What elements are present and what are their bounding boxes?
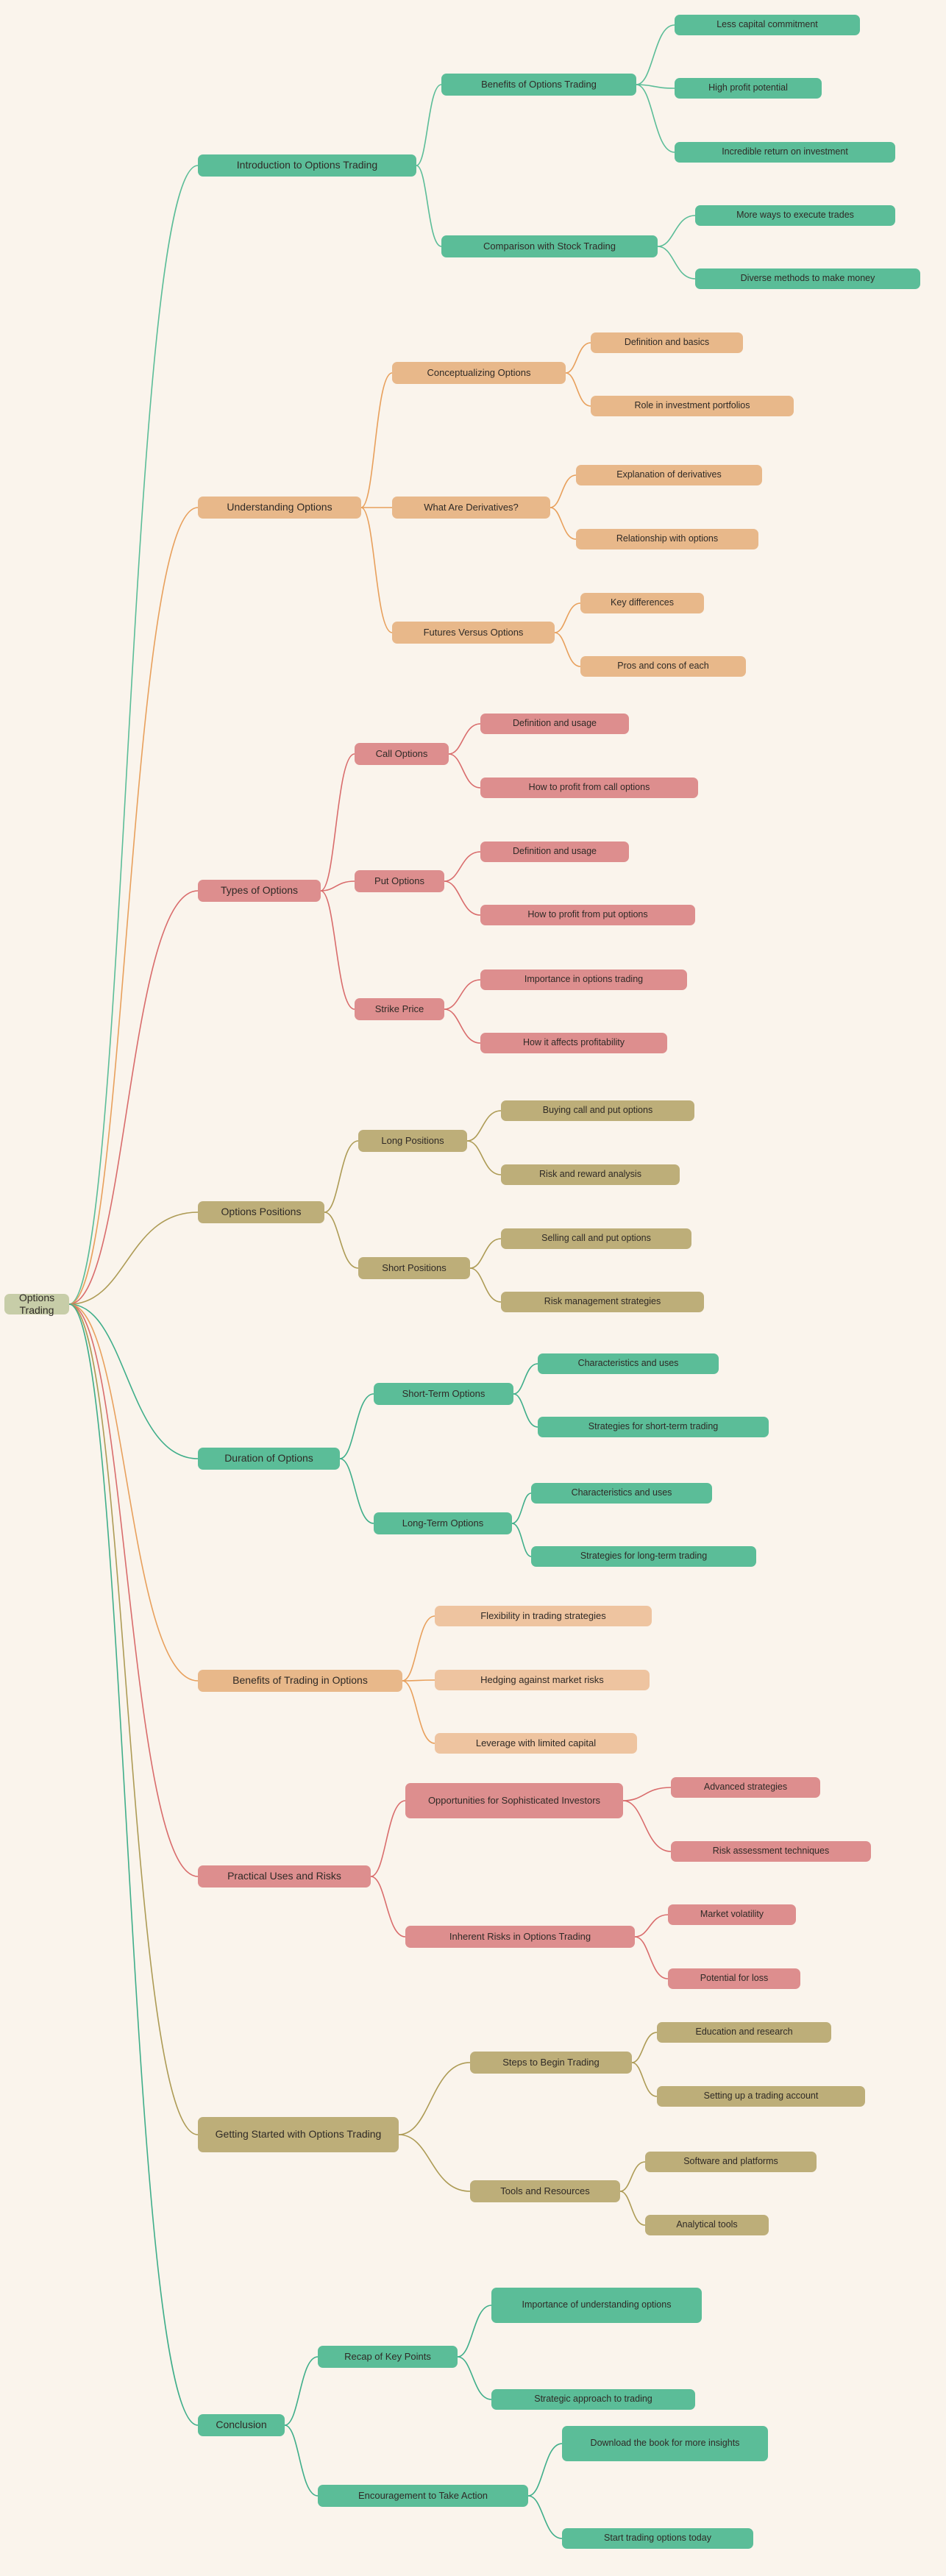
mindmap-node-n2a[interactable]: Conceptualizing Options: [392, 362, 566, 384]
mindmap-node-n2c1[interactable]: Key differences: [580, 593, 704, 613]
mindmap-node-n9b2[interactable]: Start trading options today: [562, 2528, 753, 2549]
mindmap-node-n1b[interactable]: Comparison with Stock Trading: [441, 235, 658, 257]
mindmap-node-n1b2[interactable]: Diverse methods to make money: [695, 268, 920, 289]
mindmap-node-n9[interactable]: Conclusion: [198, 2414, 285, 2436]
mindmap-node-n7[interactable]: Practical Uses and Risks: [198, 1865, 371, 1887]
mindmap-node-n9a2[interactable]: Strategic approach to trading: [491, 2389, 695, 2410]
mindmap-node-n1[interactable]: Introduction to Options Trading: [198, 154, 416, 177]
mindmap-node-n4a[interactable]: Long Positions: [358, 1130, 467, 1152]
mindmap-node-n3a2[interactable]: How to profit from call options: [480, 778, 698, 798]
mindmap-node-n4b2[interactable]: Risk management strategies: [501, 1292, 704, 1312]
mindmap-root-node[interactable]: Options Trading: [4, 1294, 69, 1314]
mindmap-node-n8b1[interactable]: Software and platforms: [645, 2152, 817, 2172]
mindmap-node-n8[interactable]: Getting Started with Options Trading: [198, 2117, 399, 2152]
mindmap-node-n4b1[interactable]: Selling call and put options: [501, 1228, 691, 1249]
mindmap-node-n4a2[interactable]: Risk and reward analysis: [501, 1164, 680, 1185]
mindmap-node-n7b1[interactable]: Market volatility: [668, 1904, 796, 1925]
mindmap-node-n2b1[interactable]: Explanation of derivatives: [576, 465, 762, 485]
mindmap-node-n5b[interactable]: Long-Term Options: [374, 1512, 512, 1534]
mindmap-node-n3[interactable]: Types of Options: [198, 880, 321, 902]
mindmap-node-n7b2[interactable]: Potential for loss: [668, 1968, 800, 1989]
mindmap-node-n5b1[interactable]: Characteristics and uses: [531, 1483, 712, 1504]
mindmap-node-n2c[interactable]: Futures Versus Options: [392, 622, 555, 644]
mindmap-node-n4a1[interactable]: Buying call and put options: [501, 1100, 694, 1121]
mindmap-node-n3c1[interactable]: Importance in options trading: [480, 969, 687, 990]
mindmap-node-n6a[interactable]: Flexibility in trading strategies: [435, 1606, 652, 1626]
mindmap-node-n3a[interactable]: Call Options: [355, 743, 449, 765]
mindmap-node-n9b[interactable]: Encouragement to Take Action: [318, 2485, 528, 2507]
mindmap-node-n2c2[interactable]: Pros and cons of each: [580, 656, 746, 677]
mindmap-node-n1b1[interactable]: More ways to execute trades: [695, 205, 895, 226]
mindmap-node-n9a[interactable]: Recap of Key Points: [318, 2346, 458, 2368]
mindmap-node-n3b[interactable]: Put Options: [355, 870, 444, 892]
mindmap-node-n8a2[interactable]: Setting up a trading account: [657, 2086, 865, 2107]
mindmap-node-n7a2[interactable]: Risk assessment techniques: [671, 1841, 871, 1862]
mindmap-node-n4b[interactable]: Short Positions: [358, 1257, 470, 1279]
mindmap-node-n2b[interactable]: What Are Derivatives?: [392, 497, 550, 519]
mindmap-node-n8a1[interactable]: Education and research: [657, 2022, 831, 2043]
mindmap-node-n3b1[interactable]: Definition and usage: [480, 842, 629, 862]
mindmap-node-n2[interactable]: Understanding Options: [198, 497, 361, 519]
mindmap-node-n3b2[interactable]: How to profit from put options: [480, 905, 695, 925]
mindmap-node-n6b[interactable]: Hedging against market risks: [435, 1670, 650, 1690]
mindmap-node-n6c[interactable]: Leverage with limited capital: [435, 1733, 637, 1754]
mindmap-node-n5a1[interactable]: Characteristics and uses: [538, 1353, 719, 1374]
mindmap-node-n2a1[interactable]: Definition and basics: [591, 332, 743, 353]
mindmap-node-n7b[interactable]: Inherent Risks in Options Trading: [405, 1926, 635, 1948]
mindmap-node-n4[interactable]: Options Positions: [198, 1201, 324, 1223]
mindmap-node-n3c2[interactable]: How it affects profitability: [480, 1033, 667, 1053]
mindmap-node-n5[interactable]: Duration of Options: [198, 1448, 340, 1470]
mindmap-node-n1a3[interactable]: Incredible return on investment: [675, 142, 895, 163]
mindmap-node-n8a[interactable]: Steps to Begin Trading: [470, 2052, 632, 2074]
mindmap-node-n1a1[interactable]: Less capital commitment: [675, 15, 860, 35]
mindmap-node-n7a[interactable]: Opportunities for Sophisticated Investors: [405, 1783, 623, 1818]
mindmap-node-n2b2[interactable]: Relationship with options: [576, 529, 758, 549]
mindmap-node-n5a2[interactable]: Strategies for short-term trading: [538, 1417, 769, 1437]
mindmap-node-n5b2[interactable]: Strategies for long-term trading: [531, 1546, 756, 1567]
mindmap-node-n9a1[interactable]: Importance of understanding options: [491, 2288, 702, 2323]
mindmap-node-n3a1[interactable]: Definition and usage: [480, 714, 629, 734]
mindmap-node-n2a2[interactable]: Role in investment portfolios: [591, 396, 794, 416]
mindmap-node-n1a2[interactable]: High profit potential: [675, 78, 822, 99]
mindmap-node-n5a[interactable]: Short-Term Options: [374, 1383, 513, 1405]
mindmap-node-n8b2[interactable]: Analytical tools: [645, 2215, 769, 2235]
mindmap-node-n8b[interactable]: Tools and Resources: [470, 2180, 620, 2202]
mindmap-node-n9b1[interactable]: Download the book for more insights: [562, 2426, 768, 2461]
mindmap-node-n3c[interactable]: Strike Price: [355, 998, 444, 1020]
mindmap-node-n1a[interactable]: Benefits of Options Trading: [441, 74, 636, 96]
mindmap-node-n7a1[interactable]: Advanced strategies: [671, 1777, 820, 1798]
mindmap-node-n6[interactable]: Benefits of Trading in Options: [198, 1670, 402, 1692]
